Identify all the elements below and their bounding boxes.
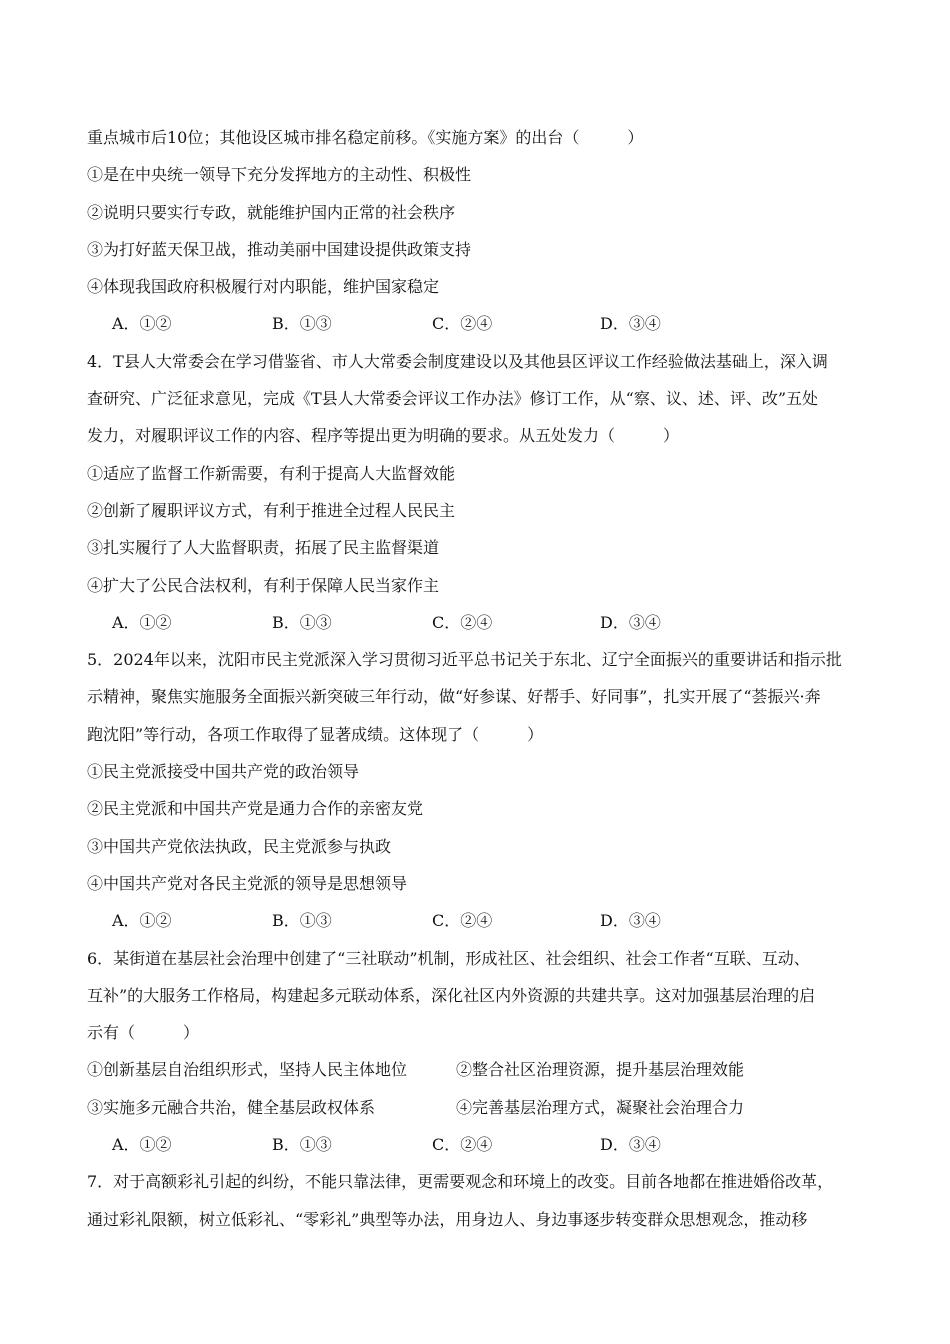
question-5-option-c[interactable]: C．②④: [432, 911, 493, 931]
question-5-item-4: ④中国共产党对各民主党派的领导是思想领导: [87, 873, 408, 893]
question-5-stem-line-2: 示精神，聚焦实施服务全面振兴新突破三年行动，做“好参谋、好帮手、好同事”，扎实开展了“荟振兴·奔: [87, 687, 821, 707]
question-5-item-1: ①民主党派接受中国共产党的政治领导: [87, 762, 360, 782]
question-7-stem-line-1: 7．对于高额彩礼引起的纠纷，不能只靠法律，更需要观念和环境上的改变。目前各地都在推进婚俗改革，: [87, 1172, 834, 1192]
question-3-option-c[interactable]: C．②④: [432, 314, 493, 334]
question-4-stem-line-2: 查研究、广泛征求意见，完成《T县人大常委会评议工作办法》修订工作，从“察、议、述、评、改”五处: [87, 389, 819, 409]
question-5-item-2: ②民主党派和中国共产党是通力合作的亲密友党: [87, 799, 424, 819]
question-6-option-b[interactable]: B．①③: [272, 1135, 332, 1155]
question-4-item-1: ①适应了监督工作新需要，有利于提高人大监督效能: [87, 463, 456, 483]
question-6-item-2: ②整合社区治理资源，提升基层治理效能: [456, 1060, 745, 1080]
question-3-item-2: ②说明只要实行专政，就能维护国内正常的社会秩序: [87, 202, 456, 222]
question-5-stem-line-1: 5．2024年以来，沈阳市民主党派深入学习贯彻习近平总书记关于东北、辽宁全面振兴的重要讲话和指示批: [87, 650, 842, 670]
question-6-stem-line-3: 示有（ ）: [87, 1023, 200, 1043]
question-3-option-d[interactable]: D．③④: [600, 314, 661, 334]
question-6-options: [87, 1126, 867, 1163]
question-5-stem-line-3: 跑沈阳”等行动，各项工作取得了显著成绩。这体现了（ ）: [87, 724, 544, 744]
exam-page: [87, 119, 867, 1238]
question-6-items-row-2: [87, 1089, 867, 1126]
question-3-stem-tail: 重点城市后10位；其他设区城市排名稳定前移。《实施方案》的出台（ ）: [87, 128, 644, 147]
question-6-option-d[interactable]: D．③④: [600, 1135, 661, 1155]
question-4-option-a[interactable]: A．①②: [112, 612, 172, 632]
question-6-item-4: ④完善基层治理方式，凝聚社会治理合力: [456, 1097, 745, 1117]
question-4-option-c[interactable]: C．②④: [432, 612, 493, 632]
question-4-item-3: ③扎实履行了人大监督职责，拓展了民主监督渠道: [87, 538, 440, 558]
question-4-stem-line-1: 4．T县人大常委会在学习借鉴省、市人大常委会制度建设以及其他县区评议工作经验做法基础上，深入调: [87, 351, 828, 371]
question-3-item-4: ④体现我国政府积极履行对内职能，维护国家稳定: [87, 277, 440, 297]
question-5-options: [87, 902, 867, 939]
question-6-item-1: ①创新基层自治组织形式，坚持人民主体地位: [87, 1060, 408, 1080]
question-3-option-a[interactable]: A．①②: [112, 314, 172, 334]
question-6-option-a[interactable]: A．①②: [112, 1135, 172, 1155]
question-6-stem-line-1: 6．某街道在基层社会治理中创建了“三社联动”机制，形成社区、社会组织、社会工作者“互联、互动、: [87, 948, 810, 968]
question-5-option-a[interactable]: A．①②: [112, 911, 172, 931]
question-4-item-2: ②创新了履职评议方式，有利于推进全过程人民民主: [87, 500, 456, 520]
question-3-item-1: ①是在中央统一领导下充分发挥地方的主动性、积极性: [87, 165, 472, 185]
question-4-option-b[interactable]: B．①③: [272, 612, 332, 632]
question-3-options: [87, 305, 867, 342]
question-5-item-3: ③中国共产党依法执政，民主党派参与执政: [87, 836, 392, 856]
question-4-options: [87, 604, 867, 641]
question-3-option-b[interactable]: B．①③: [272, 314, 332, 334]
question-6-stem-line-2: 互补”的大服务工作格局，构建起多元联动体系，深化社区内外资源的共建共享。这对加强基层治理的启: [87, 985, 816, 1005]
question-6-item-3: ③实施多元融合共治，健全基层政权体系: [87, 1097, 376, 1117]
question-3-item-3: ③为打好蓝天保卫战，推动美丽中国建设提供政策支持: [87, 239, 472, 259]
question-7-stem-line-2: 通过彩礼限额，树立低彩礼、“零彩礼”典型等办法，用身边人、身边事逐步转变群众思想观念，推动移: [87, 1209, 808, 1229]
question-4-stem-line-3: 发力，对履职评议工作的内容、程序等提出更为明确的要求。从五处发力（ ）: [87, 426, 680, 446]
question-4-item-4: ④扩大了公民合法权利，有利于保障人民当家作主: [87, 575, 440, 595]
question-5-option-d[interactable]: D．③④: [600, 911, 661, 931]
question-4-option-d[interactable]: D．③④: [600, 612, 661, 632]
question-5-option-b[interactable]: B．①③: [272, 911, 332, 931]
question-6-option-c[interactable]: C．②④: [432, 1135, 493, 1155]
question-6-items-row-1: [87, 1051, 867, 1088]
